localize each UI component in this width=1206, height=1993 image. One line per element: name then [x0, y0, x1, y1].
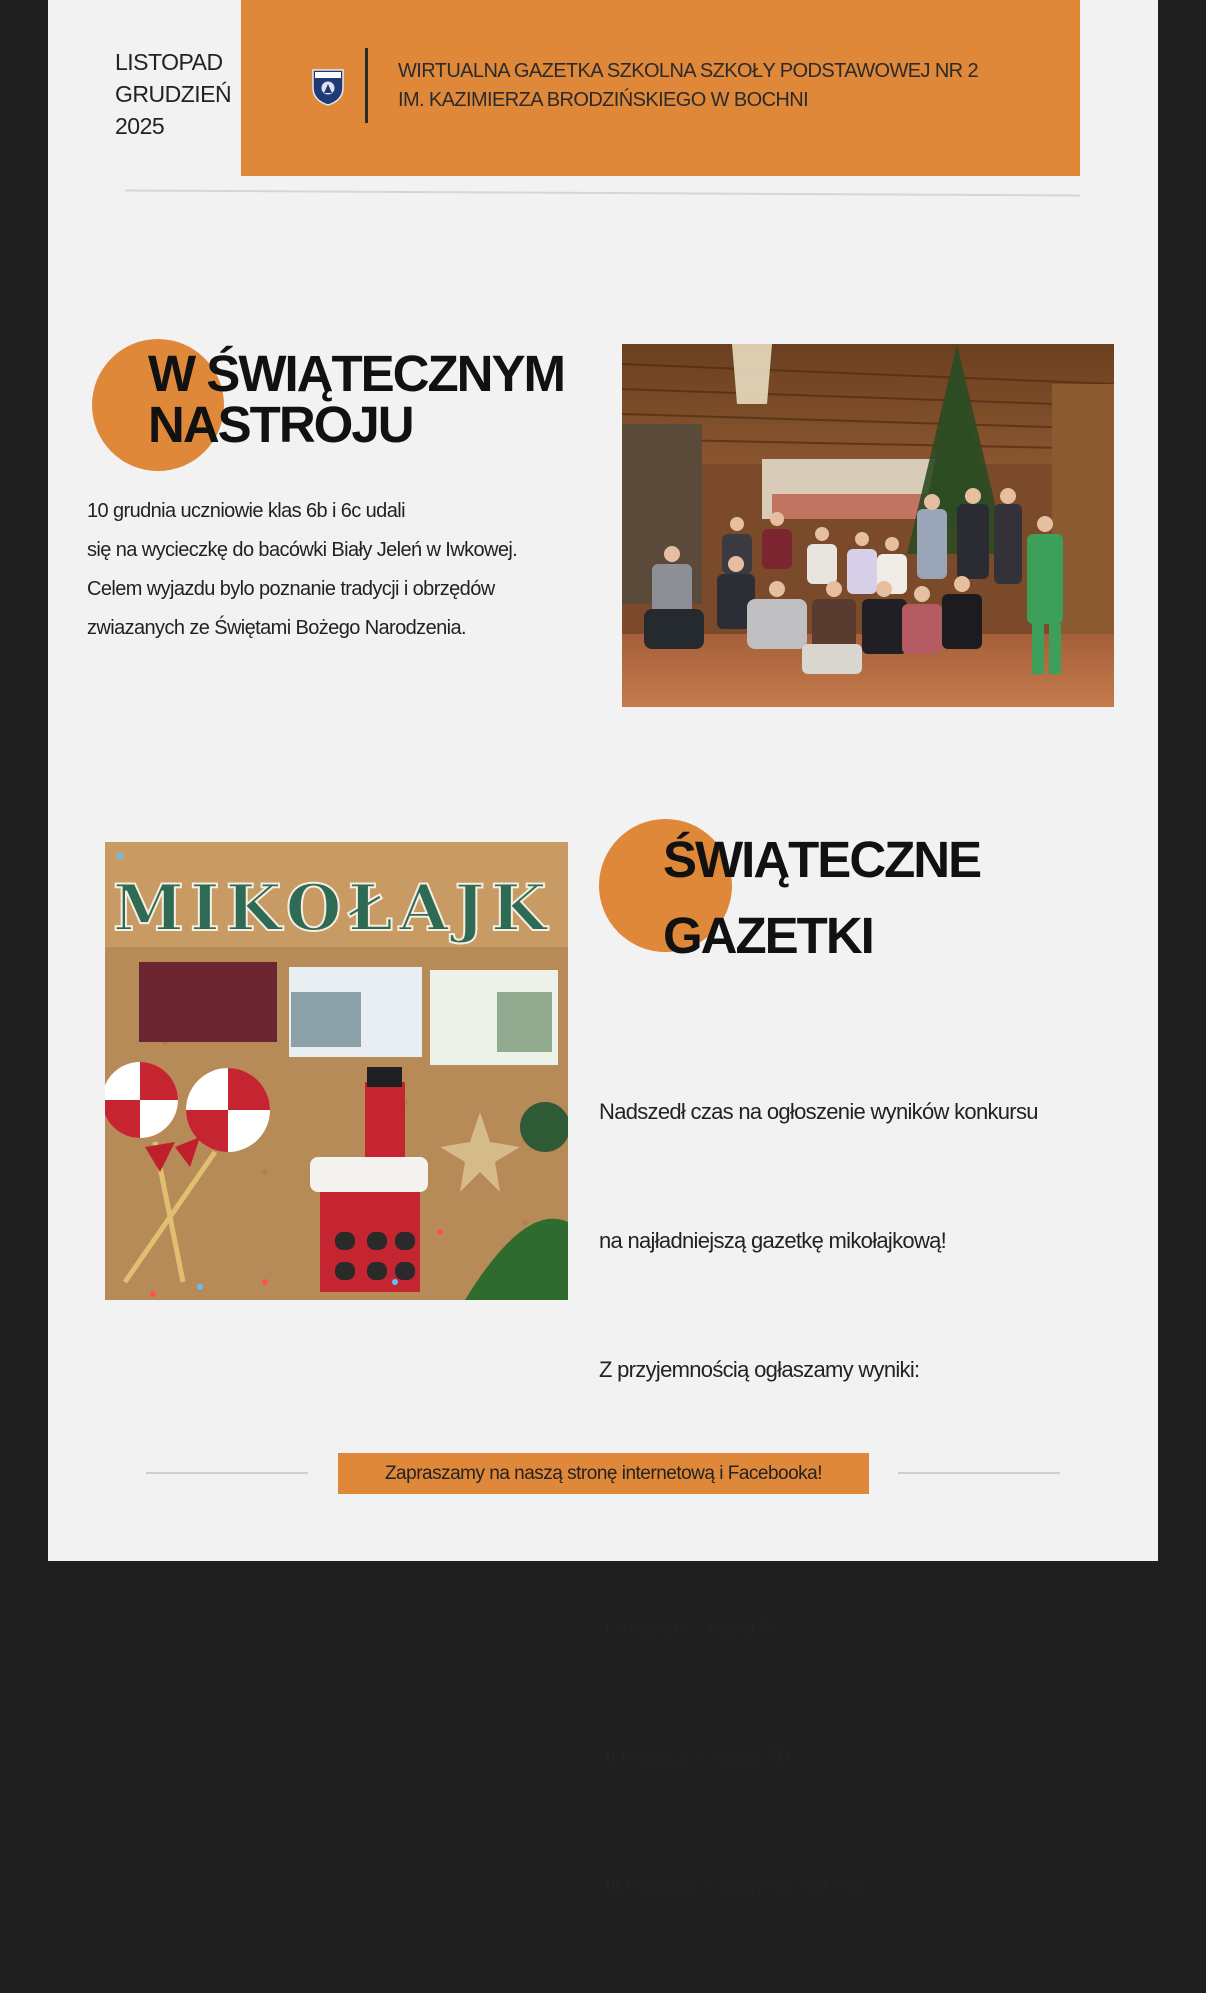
article2-intro-line2: na najładniejszą gazetkę mikołajkową!	[599, 1228, 947, 1253]
article1-line2: się na wycieczkę do bacówki Biały Jeleń w Iwkowej.	[87, 539, 518, 561]
article2-heading-line1: ŚWIĄTECZNE	[663, 831, 981, 888]
article2-paragraph	[599, 1004, 1038, 1993]
date-year: 2025	[115, 113, 165, 139]
article1-line4: zwiazanych ze Świętami Bożego Narodzenia.	[87, 617, 466, 639]
footer-rule-right	[898, 1472, 1060, 1474]
article2-intro-line3: Z przyjemnością ogłaszamy wyniki:	[599, 1357, 920, 1382]
article1-heading	[148, 345, 564, 453]
footer-rule-left	[146, 1472, 308, 1474]
article2-heading-line2: GAZETKI	[663, 907, 873, 964]
result-first-place: I miejsce – klasa 8c	[599, 1615, 783, 1640]
result-second-place: II miejsce – klasa 7b	[599, 1744, 790, 1769]
header-divider	[365, 48, 368, 123]
issue-date	[115, 46, 231, 142]
mikolajki-board-photo	[105, 842, 568, 1300]
result-third-place: III miejsce – klasy 5a, 5b i 5c	[599, 1873, 864, 1898]
publication-title	[398, 57, 978, 115]
title-line-2: IM. KAZIMIERZA BRODZIŃSKIEGO W BOCHNI	[398, 89, 809, 111]
article1-heading-line2: NASTROJU	[148, 396, 413, 453]
header-separator	[125, 189, 1080, 196]
title-line-1: WIRTUALNA GAZETKA SZKOLNA SZKOŁY PODSTAWOWEJ NR 2	[398, 60, 978, 82]
newsletter-page	[48, 0, 1158, 1898]
article2-heading	[663, 822, 980, 974]
article1-paragraph	[87, 492, 517, 648]
article2-intro-line1: Nadszedł czas na ogłoszenie wyników konkursu	[599, 1099, 1038, 1124]
header-banner	[241, 0, 1080, 176]
school-crest-icon	[311, 68, 345, 106]
article1-heading-line1: W ŚWIĄTECZNYM	[148, 345, 564, 402]
board-banner-text: MIKOŁAJK	[113, 871, 553, 946]
article1-line3: Celem wyjazdu bylo poznanie tradycji i obrzędów	[87, 578, 495, 600]
article1-line1: 10 grudnia uczniowie klas 6b i 6c udali	[87, 500, 405, 522]
trip-group-photo	[622, 344, 1114, 707]
footer-cta-link[interactable]: Zapraszamy na naszą stronę internetową i Facebooka!	[338, 1453, 869, 1494]
date-month-2: GRUDZIEŃ	[115, 81, 232, 107]
date-month-1: LISTOPAD	[115, 49, 223, 75]
